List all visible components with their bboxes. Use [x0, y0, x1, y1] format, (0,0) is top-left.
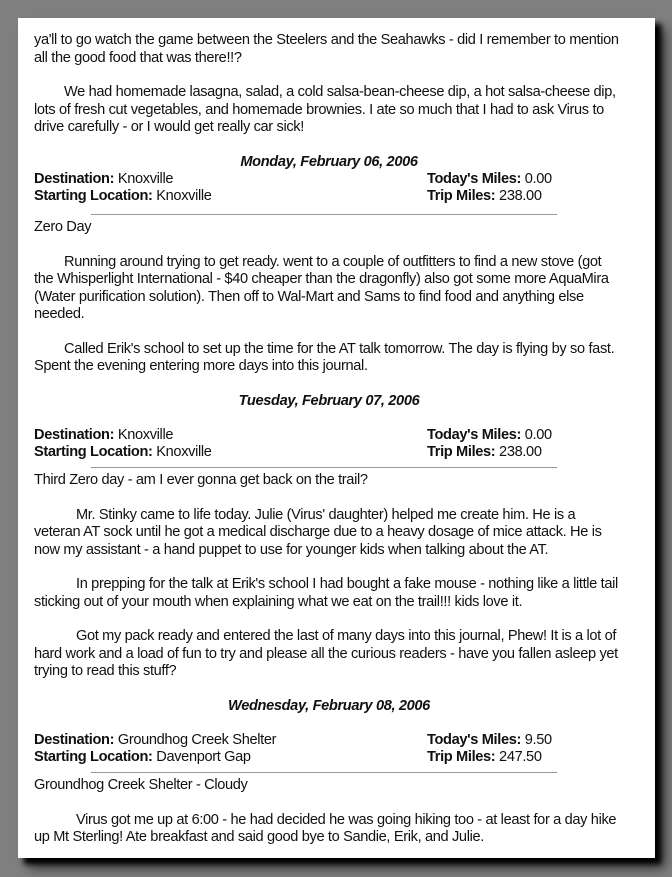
entry-paragraph: Got my pack ready and entered the last of many days into this journal, Phew! It is a lot of hard work and a load of fun to try and please all the curious readers - have you fallen asleep yet trying to read this stuff? [34, 628, 618, 679]
journal-content [34, 32, 624, 864]
starting-location-field [34, 749, 251, 767]
entry-date: Tuesday, February 07, 2006 [238, 392, 420, 409]
destination-label: Destination: [34, 427, 115, 443]
todays-miles-label: Today's Miles: [427, 732, 521, 748]
starting-location-value: Knoxville [156, 444, 212, 460]
destination-label: Destination: [34, 732, 115, 748]
divider [91, 467, 557, 468]
entry-paragraph: Running around trying to get ready. went to a couple of outfitters to find a new stove (got the Whisperlight International - $40 cheaper than the dragonfly) also got some more AquaMira (Water purification solution). Then off to Wal-Mart and Sams to find food and anything else needed. [34, 253, 609, 322]
entry-paragraph: Virus got me up at 6:00 - he had decided he was going hiking too - at least for a day hike up Mt Sterling! Ate breakfast and said good bye to Sandie, Erik, and Julie. [34, 811, 617, 845]
trip-miles-field [427, 444, 542, 462]
destination-field [34, 732, 276, 750]
destination-field [34, 171, 173, 189]
entry-paragraph: Mr. Stinky came to life today. Julie (Virus' daughter) helped me create him. He is a veteran AT sock until he got a medical discharge due to a heavy dosage of mice attack. He is now my assistant - a hand puppet to use for younger kids when talking about the AT. [34, 506, 602, 558]
divider [91, 772, 557, 773]
journal-entry [34, 393, 624, 681]
starting-location-field [34, 188, 212, 206]
trip-miles-value: 238.00 [499, 188, 542, 204]
todays-miles-field [427, 171, 552, 189]
entry-date: Wednesday, February 08, 2006 [228, 697, 430, 714]
todays-miles-field [427, 732, 552, 750]
entry-summary: Zero Day [34, 219, 92, 235]
starting-location-label: Starting Location: [34, 188, 153, 204]
destination-value: Knoxville [117, 427, 174, 443]
entry-meta [34, 732, 624, 767]
entry-meta [34, 171, 624, 206]
todays-miles-value: 0.00 [524, 171, 552, 187]
journal-entry [34, 698, 624, 847]
destination-value: Knoxville [117, 171, 174, 187]
todays-miles-label: Today's Miles: [427, 427, 521, 443]
trip-miles-field [427, 188, 542, 206]
intro-paragraph: We had homemade lasagna, salad, a cold salsa-bean-cheese dip, a hot salsa-cheese dip, lots of fresh cut vegetables, and homemade brownies. I ate so much that I had to ask Virus to drive carefully - or I would get really car sick! [34, 84, 616, 135]
todays-miles-field [427, 427, 552, 445]
todays-miles-label: Today's Miles: [427, 171, 521, 187]
trip-miles-value: 238.00 [499, 444, 542, 460]
destination-value: Groundhog Creek Shelter [117, 732, 277, 748]
starting-location-label: Starting Location: [34, 444, 153, 460]
todays-miles-value: 0.00 [524, 427, 552, 443]
journal-entry [34, 154, 624, 376]
trip-miles-label: Trip Miles: [427, 188, 496, 204]
trip-miles-field [427, 749, 542, 767]
entry-summary: Groundhog Creek Shelter - Cloudy [34, 777, 248, 793]
entry-paragraph: In prepping for the talk at Erik's school I had bought a fake mouse - nothing like a little tail sticking out of your mouth when explaining what we eat on the trail!!! kids love it. [34, 576, 618, 610]
starting-location-field [34, 444, 212, 462]
destination-field [34, 427, 173, 445]
entry-paragraph: Called Erik's school to set up the time for the AT talk tomorrow. The day is flying by so fast. Spent the evening entering more days into this journal. [34, 340, 615, 374]
trip-miles-label: Trip Miles: [427, 444, 496, 460]
todays-miles-value: 9.50 [524, 732, 552, 748]
divider [91, 214, 557, 215]
destination-label: Destination: [34, 171, 115, 187]
intro-paragraph: ya'll to go watch the game between the Steelers and the Seahawks - did I remember to mention all the good food that was there!!? [34, 32, 619, 66]
starting-location-value: Davenport Gap [156, 749, 251, 765]
journal-page [18, 18, 655, 858]
entry-meta [34, 427, 624, 462]
trip-miles-value: 247.50 [499, 749, 542, 765]
entry-date: Monday, February 06, 2006 [240, 153, 418, 170]
entry-summary: Third Zero day - am I ever gonna get back on the trail? [34, 472, 368, 488]
starting-location-value: Knoxville [156, 188, 212, 204]
starting-location-label: Starting Location: [34, 749, 153, 765]
trip-miles-label: Trip Miles: [427, 749, 496, 765]
